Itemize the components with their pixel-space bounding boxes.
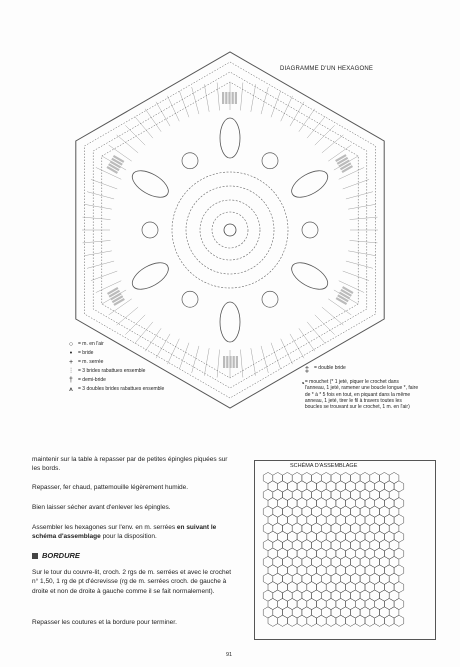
stitch-line <box>251 84 256 112</box>
stitch-line <box>91 179 117 189</box>
treble-crochet-icon: ‡ <box>304 365 310 374</box>
legend-row <box>64 358 224 367</box>
hexagon-round-outline <box>102 82 358 378</box>
diagram-title: DIAGRAMME D'UN HEXAGONE <box>280 66 374 72</box>
stitch-line <box>91 271 117 281</box>
assembly-hexagon <box>336 615 346 626</box>
legend-row <box>300 379 420 410</box>
stitch-line <box>87 261 114 268</box>
inner-round <box>186 186 274 274</box>
legend-label: = mouchet (* 1 jeté, piquer le crochet dans l'anneau, 1 jeté, ramener une boucle longue *, faire de * à * 5 fois en tout, en piquant dans la même anneau, 1 jeté, tirer le fil à travers toutes les boucles se trouvant sur le crochet, 1 m. en l'air) <box>304 379 419 410</box>
legend-label: = 3 doubles brides rabattues ensemble <box>78 385 165 392</box>
puff-stitch-icon: ◔ <box>300 379 305 388</box>
shaded-stitch-cluster <box>235 92 237 104</box>
stitch-line <box>322 135 343 153</box>
inner-round <box>212 212 248 248</box>
legend-row <box>64 376 224 385</box>
bordure-title: BORDURE <box>42 551 80 560</box>
shaded-stitch-cluster <box>233 356 235 368</box>
shaded-stitch-cluster <box>222 92 224 104</box>
legend-label: = 3 brides rabattues ensemble <box>78 367 146 374</box>
legend-left <box>64 340 224 394</box>
shaded-stitch-cluster <box>225 92 227 104</box>
stitch-line <box>192 87 199 114</box>
assembly-hexagon <box>384 615 394 626</box>
shaded-stitch-cluster <box>226 356 228 368</box>
shaded-stitch-cluster <box>229 356 231 368</box>
stitch-line <box>307 117 325 138</box>
ring-motif <box>302 222 318 238</box>
legend-row <box>64 385 224 394</box>
stitch-line <box>83 240 111 242</box>
stitch-line <box>343 271 369 281</box>
stitch-line <box>271 91 281 117</box>
legend-label: = bride <box>78 349 94 356</box>
paragraph-drying: Bien laisser sécher avant d'enlever les épingles. <box>32 504 171 511</box>
assembly-hexagon <box>346 615 356 626</box>
ring-motif <box>262 153 278 169</box>
stitch-line <box>343 179 369 189</box>
assembly-hexagon <box>326 615 336 626</box>
assembly-hexagon-grid <box>262 472 428 632</box>
assembly-hexagon <box>365 615 375 626</box>
ring-motif <box>182 153 198 169</box>
tr3tog-icon: ⩚ <box>69 385 73 393</box>
stitch-line <box>204 84 209 112</box>
half-double-crochet-icon: † <box>69 376 73 384</box>
petal-motif <box>128 257 173 294</box>
stitch-line <box>299 109 315 132</box>
assembly-hexagon <box>307 615 317 626</box>
stitch-line <box>350 217 378 219</box>
stitch-line <box>348 251 376 256</box>
chain-stitch-icon: ○ <box>68 340 74 348</box>
legend-row <box>64 340 224 349</box>
stitch-line <box>299 328 315 351</box>
assembly-text-a: Assembler les hexagones sur l'env. en m. serrées <box>32 524 176 531</box>
legend-row <box>64 349 224 358</box>
assembly-hexagon <box>394 615 404 626</box>
assembly-text-c: pour la disposition. <box>102 533 157 541</box>
petal-motif <box>220 302 240 342</box>
stitch-line <box>271 343 281 369</box>
petal-motif <box>220 118 240 158</box>
assembly-hexagon <box>355 615 365 626</box>
legend-right <box>300 365 420 414</box>
stitch-line <box>346 261 373 268</box>
petal-motif <box>287 257 332 294</box>
stitch-line <box>290 102 304 126</box>
legend-row <box>300 365 420 375</box>
assembly-hexagon <box>375 615 385 626</box>
shaded-stitch-cluster <box>232 92 234 104</box>
single-crochet-icon: + <box>68 358 74 366</box>
stitch-line <box>315 315 335 335</box>
ring-motif <box>182 291 198 307</box>
assembly-hexagon <box>317 615 327 626</box>
stitch-line <box>117 307 138 325</box>
stitch-line <box>350 240 378 242</box>
inner-round <box>172 172 288 288</box>
assembly-schema-title: SCHÉMA D'ASSEMBLAGE <box>290 463 358 469</box>
shaded-stitch-cluster <box>236 356 238 368</box>
petal-motif <box>128 165 173 202</box>
stitch-line <box>135 117 153 138</box>
page-number: 91 <box>226 652 233 658</box>
stitch-line <box>83 217 111 219</box>
stitch-line <box>167 96 179 121</box>
paragraph-ironing: Repasser, fer chaud, pattemouille légèrement humide. <box>32 484 189 491</box>
section-heading-bordure <box>32 551 80 560</box>
ring-motif <box>142 222 158 238</box>
stitch-line <box>261 346 268 373</box>
stitch-line <box>84 204 112 209</box>
stitch-line <box>346 192 373 199</box>
ring-motif <box>262 291 278 307</box>
legend-label: = m. en l'air <box>78 340 104 347</box>
stitch-line <box>261 87 268 114</box>
square-bullet-icon <box>32 553 38 559</box>
legend-label: = demi-bride <box>78 376 106 383</box>
assembly-hexagon <box>268 615 278 626</box>
petal-motif <box>287 165 332 202</box>
center-ring <box>224 224 236 236</box>
stitch-line <box>125 315 145 335</box>
stitch-line <box>240 350 242 378</box>
legend-row <box>64 367 224 376</box>
stitch-line <box>87 192 114 199</box>
assembly-hexagon <box>278 615 288 626</box>
legend-label: = double bride <box>314 365 346 371</box>
paragraph-bordure: Sur le tour du couvre-lit, croch. 2 rgs de m. serrées et avec le crochet n° 1,50, 1 rg de pt d'écrevisse (rg de m. serrées croch. de gauche à droite et non de droite à gauche comme il se fait normalement). <box>32 569 232 595</box>
double-crochet-icon: • <box>69 349 73 357</box>
stitch-line <box>125 125 145 145</box>
paragraph-pinning: maintenir sur la table à repasser par de petites épingles piquées sur les bords. <box>32 456 228 473</box>
paragraph-assembly <box>32 523 232 542</box>
stitch-line <box>307 322 325 343</box>
stitch-line <box>290 334 304 358</box>
stitch-line <box>322 307 343 325</box>
stitch-line <box>117 135 138 153</box>
stitch-line <box>281 339 293 364</box>
stitch-line <box>156 102 170 126</box>
assembly-hexagon <box>287 615 297 626</box>
assembly-text-bold: en suivant le schéma d'assemblage <box>32 524 217 541</box>
stitch-line <box>217 83 219 111</box>
stitch-line <box>84 251 112 256</box>
dc3tog-icon: ⫶ <box>70 367 72 375</box>
legend-label: = m. serrée <box>78 358 104 365</box>
stitch-line <box>315 125 335 145</box>
inner-round <box>200 200 260 260</box>
stitch-line <box>348 204 376 209</box>
stitch-line <box>179 91 189 117</box>
stitch-line <box>251 348 256 376</box>
assembly-hexagon <box>297 615 307 626</box>
shaded-stitch-cluster <box>228 92 230 104</box>
stitch-line <box>281 96 293 121</box>
stitch-line <box>145 109 161 132</box>
stitch-line <box>240 83 242 111</box>
paragraph-finish: Repasser les coutures et la bordure pour terminer. <box>32 619 177 626</box>
